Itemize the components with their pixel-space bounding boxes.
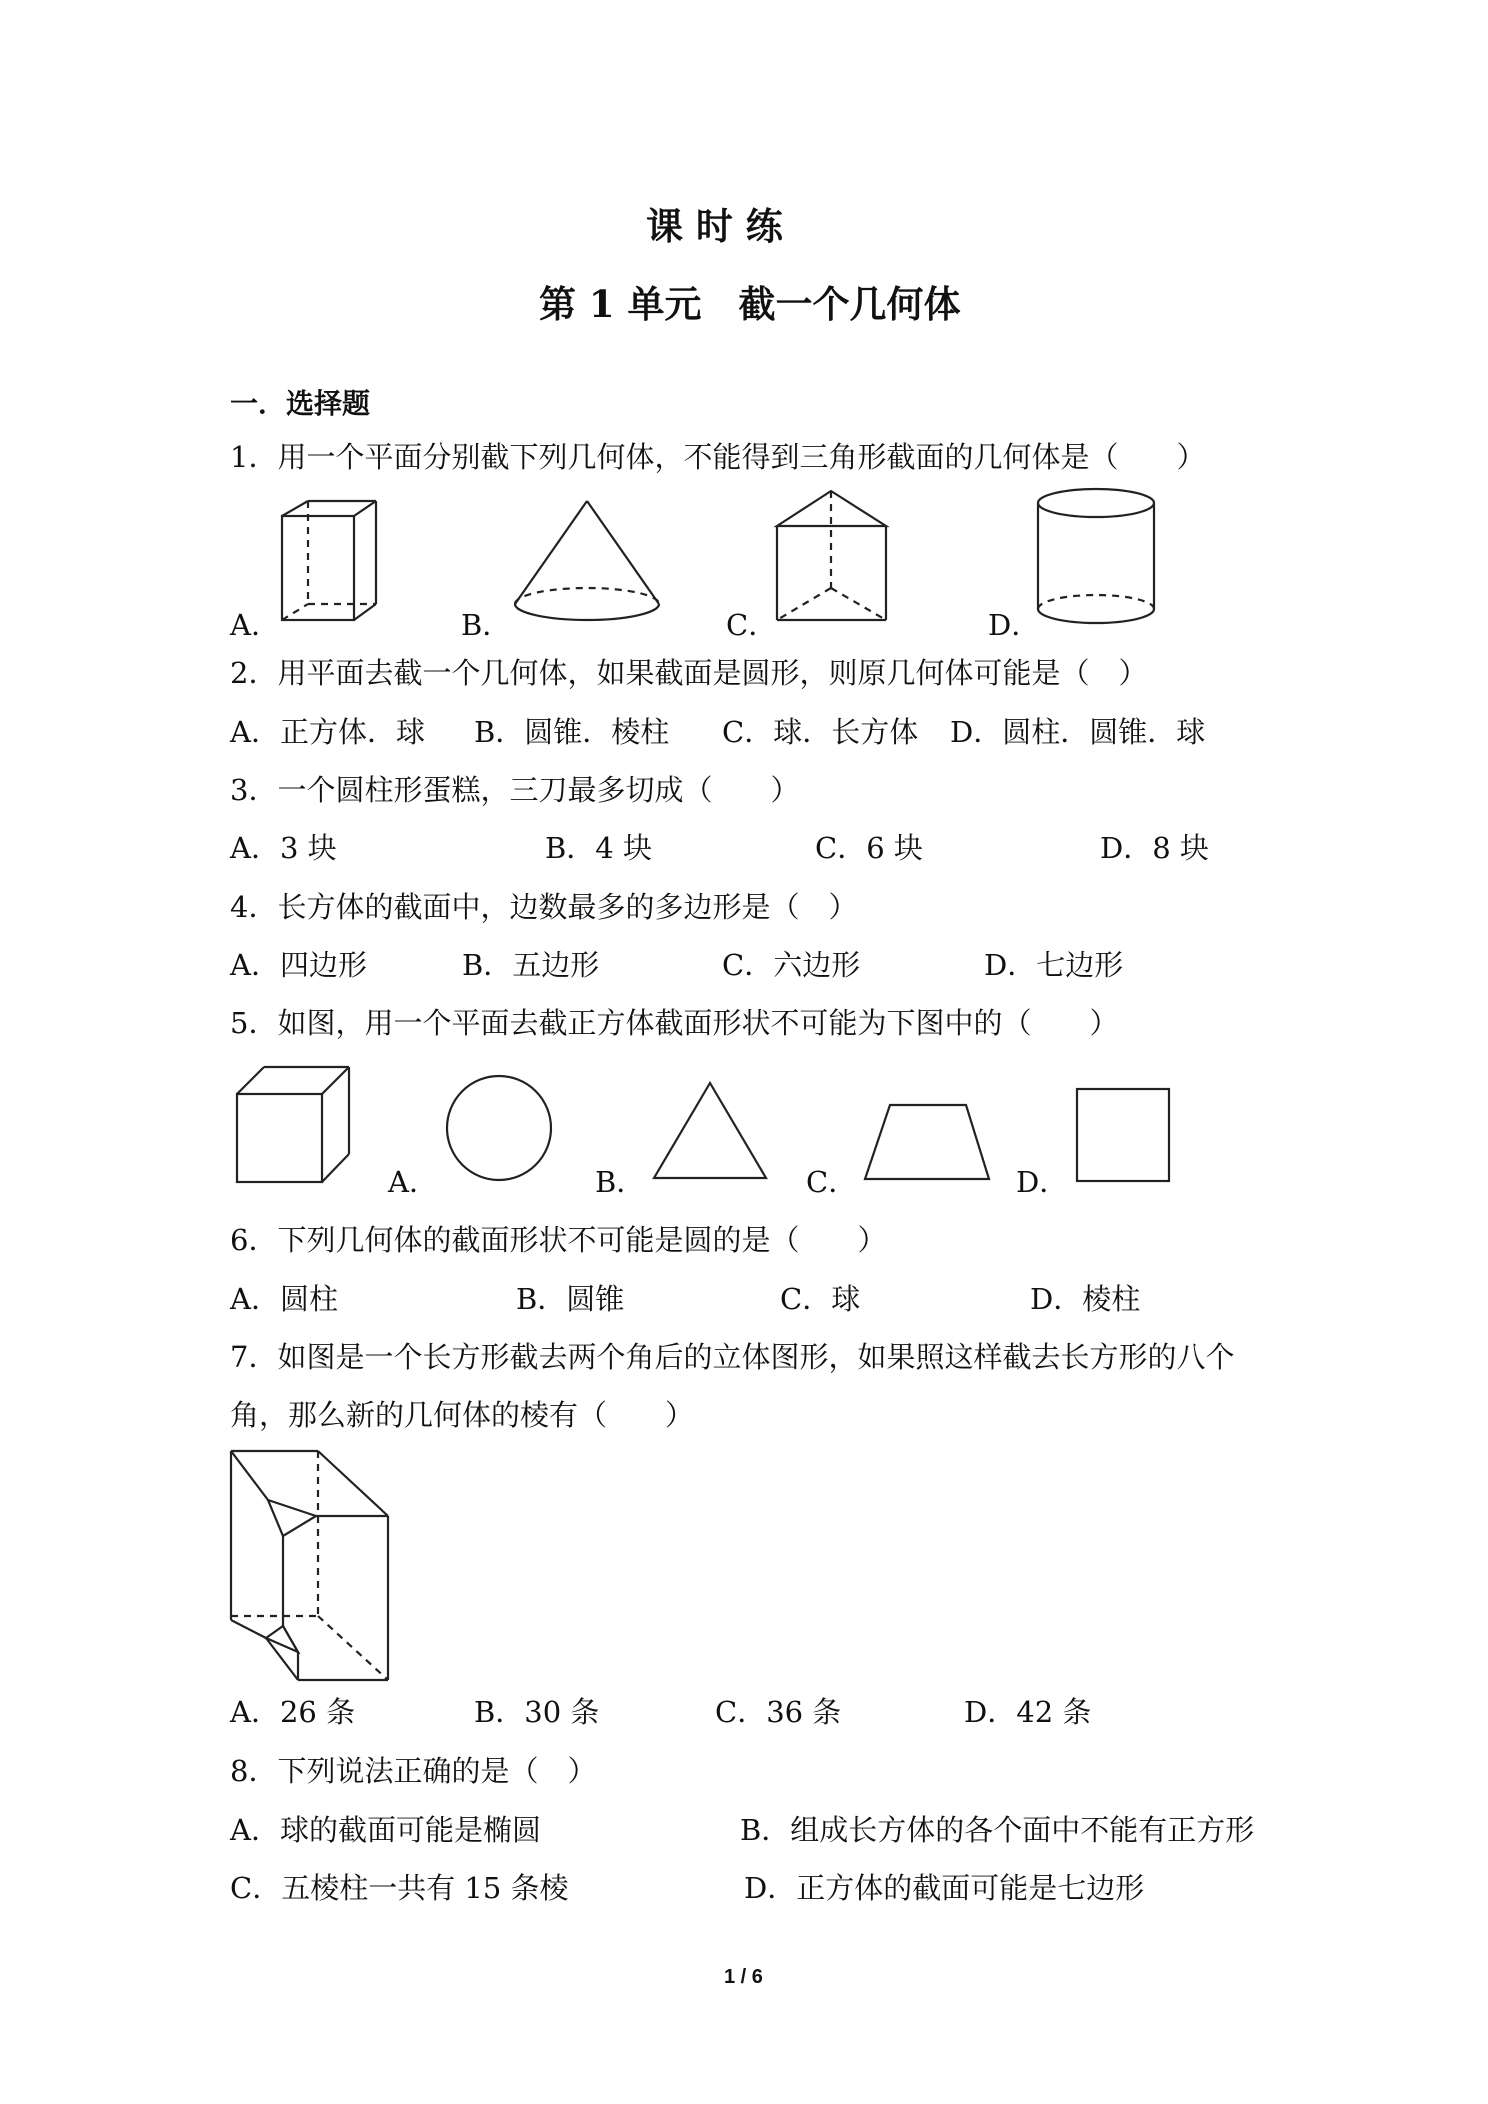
q8-option-b: B．组成长方体的各个面中不能有正方形 bbox=[740, 1813, 1255, 1847]
q8-option-c: C．五棱柱一共有 15 条棱 bbox=[230, 1871, 569, 1905]
q1-label-b: B． bbox=[461, 608, 512, 642]
q2-option-a: A．正方体．球 bbox=[230, 715, 425, 749]
square-figure bbox=[1074, 1086, 1172, 1184]
cylinder-figure bbox=[1034, 486, 1158, 628]
q3-option-d: D．8 块 bbox=[1100, 831, 1209, 865]
q5-label-a: A． bbox=[388, 1165, 438, 1199]
q4-option-d: D．七边形 bbox=[984, 948, 1124, 982]
question-7-line-1: 7．如图是一个长方形截去两个角后的立体图形，如果照这样截去长方形的八个 bbox=[230, 1340, 1235, 1374]
q6-option-d: D．棱柱 bbox=[1030, 1282, 1141, 1316]
triangle-figure bbox=[651, 1080, 769, 1182]
q5-label-d: D． bbox=[1016, 1165, 1069, 1199]
q1-label-d: D． bbox=[988, 608, 1041, 642]
question-5: 5．如图，用一个平面去截正方体截面形状不可能为下图中的（ ） bbox=[230, 1006, 1119, 1040]
q8-option-a: A．球的截面可能是椭圆 bbox=[230, 1813, 541, 1847]
q2-option-b: B．圆锥．棱柱 bbox=[474, 715, 670, 749]
triangular-prism-figure bbox=[774, 486, 889, 624]
truncated-cuboid-figure bbox=[228, 1448, 398, 1684]
q2-option-d: D．圆柱．圆锥．球 bbox=[950, 715, 1206, 749]
circle-figure bbox=[444, 1073, 554, 1183]
page-number: 1 / 6 bbox=[724, 1966, 763, 1988]
q7-option-b: B．30 条 bbox=[474, 1695, 600, 1729]
cuboid-figure bbox=[270, 498, 380, 623]
q7-option-a: A．26 条 bbox=[230, 1695, 356, 1729]
page-title: 课 时 练 bbox=[646, 204, 783, 248]
q7-option-c: C．36 条 bbox=[715, 1695, 842, 1729]
q1-label-c: C． bbox=[726, 608, 778, 642]
question-2: 2．用平面去截一个几何体，如果截面是圆形，则原几何体可能是（ ） bbox=[230, 656, 1148, 690]
q4-option-c: C．六边形 bbox=[722, 948, 861, 982]
q6-option-b: B．圆锥 bbox=[516, 1282, 625, 1316]
question-1: 1．用一个平面分别截下列几何体，不能得到三角形截面的几何体是（ ） bbox=[230, 440, 1206, 474]
q2-option-c: C．球．长方体 bbox=[722, 715, 919, 749]
q6-option-c: C．球 bbox=[780, 1282, 861, 1316]
q5-label-c: C． bbox=[806, 1165, 858, 1199]
q4-option-a: A．四边形 bbox=[230, 948, 367, 982]
q8-option-d: D．正方体的截面可能是七边形 bbox=[744, 1871, 1145, 1905]
question-3: 3．一个圆柱形蛋糕，三刀最多切成（ ） bbox=[230, 773, 800, 807]
q6-option-a: A．圆柱 bbox=[230, 1282, 338, 1316]
cube-figure bbox=[234, 1064, 354, 1186]
question-4: 4．长方体的截面中，边数最多的多边形是（ ） bbox=[230, 890, 858, 924]
q3-option-c: C．6 块 bbox=[815, 831, 923, 865]
q7-option-d: D．42 条 bbox=[964, 1695, 1092, 1729]
page-subtitle: 第 1 单元 截一个几何体 bbox=[539, 282, 961, 326]
q3-option-b: B．4 块 bbox=[545, 831, 652, 865]
q4-option-b: B．五边形 bbox=[462, 948, 600, 982]
section-heading: 一．选择题 bbox=[230, 387, 371, 420]
question-6: 6．下列几何体的截面形状不可能是圆的是（ ） bbox=[230, 1223, 887, 1257]
question-8: 8．下列说法正确的是（ ） bbox=[230, 1754, 597, 1788]
q1-label-a: A． bbox=[230, 608, 280, 642]
question-7-line-2: 角，那么新的几何体的棱有（ ） bbox=[230, 1398, 695, 1432]
q5-label-b: B． bbox=[595, 1165, 646, 1199]
cone-figure bbox=[512, 496, 662, 626]
trapezoid-figure bbox=[862, 1102, 992, 1182]
q3-option-a: A．3 块 bbox=[230, 831, 337, 865]
